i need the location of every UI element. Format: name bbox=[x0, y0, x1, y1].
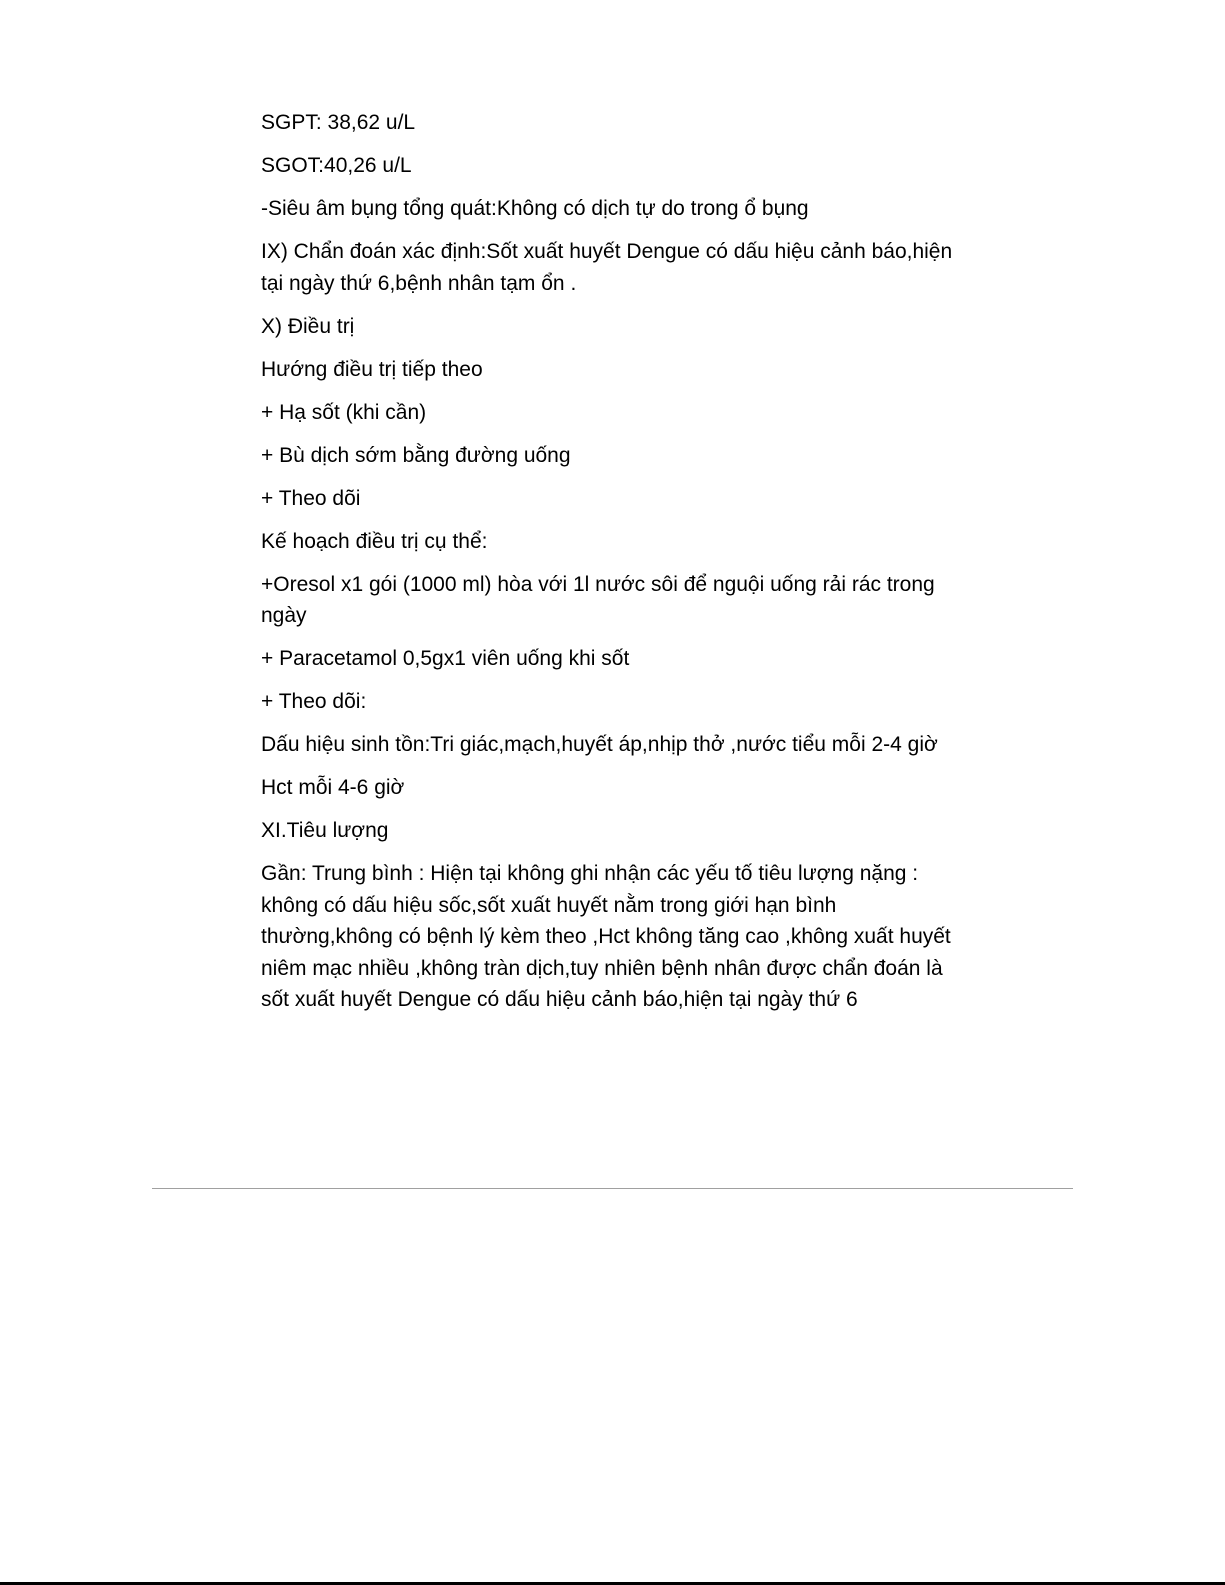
ultrasound-result: -Siêu âm bụng tổng quát:Không có dịch tự do trong ổ bụng bbox=[261, 197, 809, 220]
plan-item-paracetamol: + Paracetamol 0,5gx1 viên uống khi sốt bbox=[261, 647, 630, 670]
plan-item-monitor: + Theo dõi: bbox=[261, 690, 367, 713]
plan-item-oresol: +Oresol x1 gói (1000 ml) hòa với 1l nước sôi để nguội uống rải rác trong ngày bbox=[261, 572, 935, 627]
prognosis-text: Gần: Trung bình : Hiện tại không ghi nhận các yếu tố tiêu lượng nặng : không có dấu hiệu sốc,sốt xuất huyết nằm trong giới hạn bình thường,không có bệnh lý kèm theo ,Hct không tăng cao ,không xuất huyết niêm mạc nhiều ,không tràn dịch,tuy nhiên bệnh nhân được chẩn đoán là sốt xuất huyết Dengue có dấu hiệu cảnh báo,hiện tại ngày thứ 6 bbox=[261, 862, 951, 1011]
prognosis-heading: XI.Tiêu lượng bbox=[261, 819, 389, 842]
treatment-plan-heading: Kế hoạch điều trị cụ thể: bbox=[261, 529, 488, 553]
treatment-item-fluids: + Bù dịch sớm bằng đường uống bbox=[261, 443, 571, 467]
lab-sgot: SGOT:40,26 u/L bbox=[261, 154, 412, 177]
treatment-direction-heading: Hướng điều trị tiếp theo bbox=[261, 357, 483, 381]
monitor-hct: Hct mỗi 4-6 giờ bbox=[261, 776, 405, 799]
document-body bbox=[261, 107, 971, 1027]
page-separator bbox=[152, 1188, 1073, 1189]
treatment-item-antipyretic: + Hạ sốt (khi cần) bbox=[261, 400, 427, 424]
monitor-vital-signs: Dấu hiệu sinh tồn:Tri giác,mạch,huyết áp,nhịp thở ,nước tiểu mỗi 2-4 giờ bbox=[261, 733, 938, 756]
diagnosis-section: IX) Chẩn đoán xác định:Sốt xuất huyết Dengue có dấu hiệu cảnh báo,hiện tại ngày thứ 6,bệnh nhân tạm ổn . bbox=[261, 240, 953, 295]
treatment-item-monitor: + Theo dõi bbox=[261, 486, 361, 510]
lab-sgpt: SGPT: 38,62 u/L bbox=[261, 111, 416, 134]
treatment-heading: X) Điều trị bbox=[261, 314, 355, 338]
